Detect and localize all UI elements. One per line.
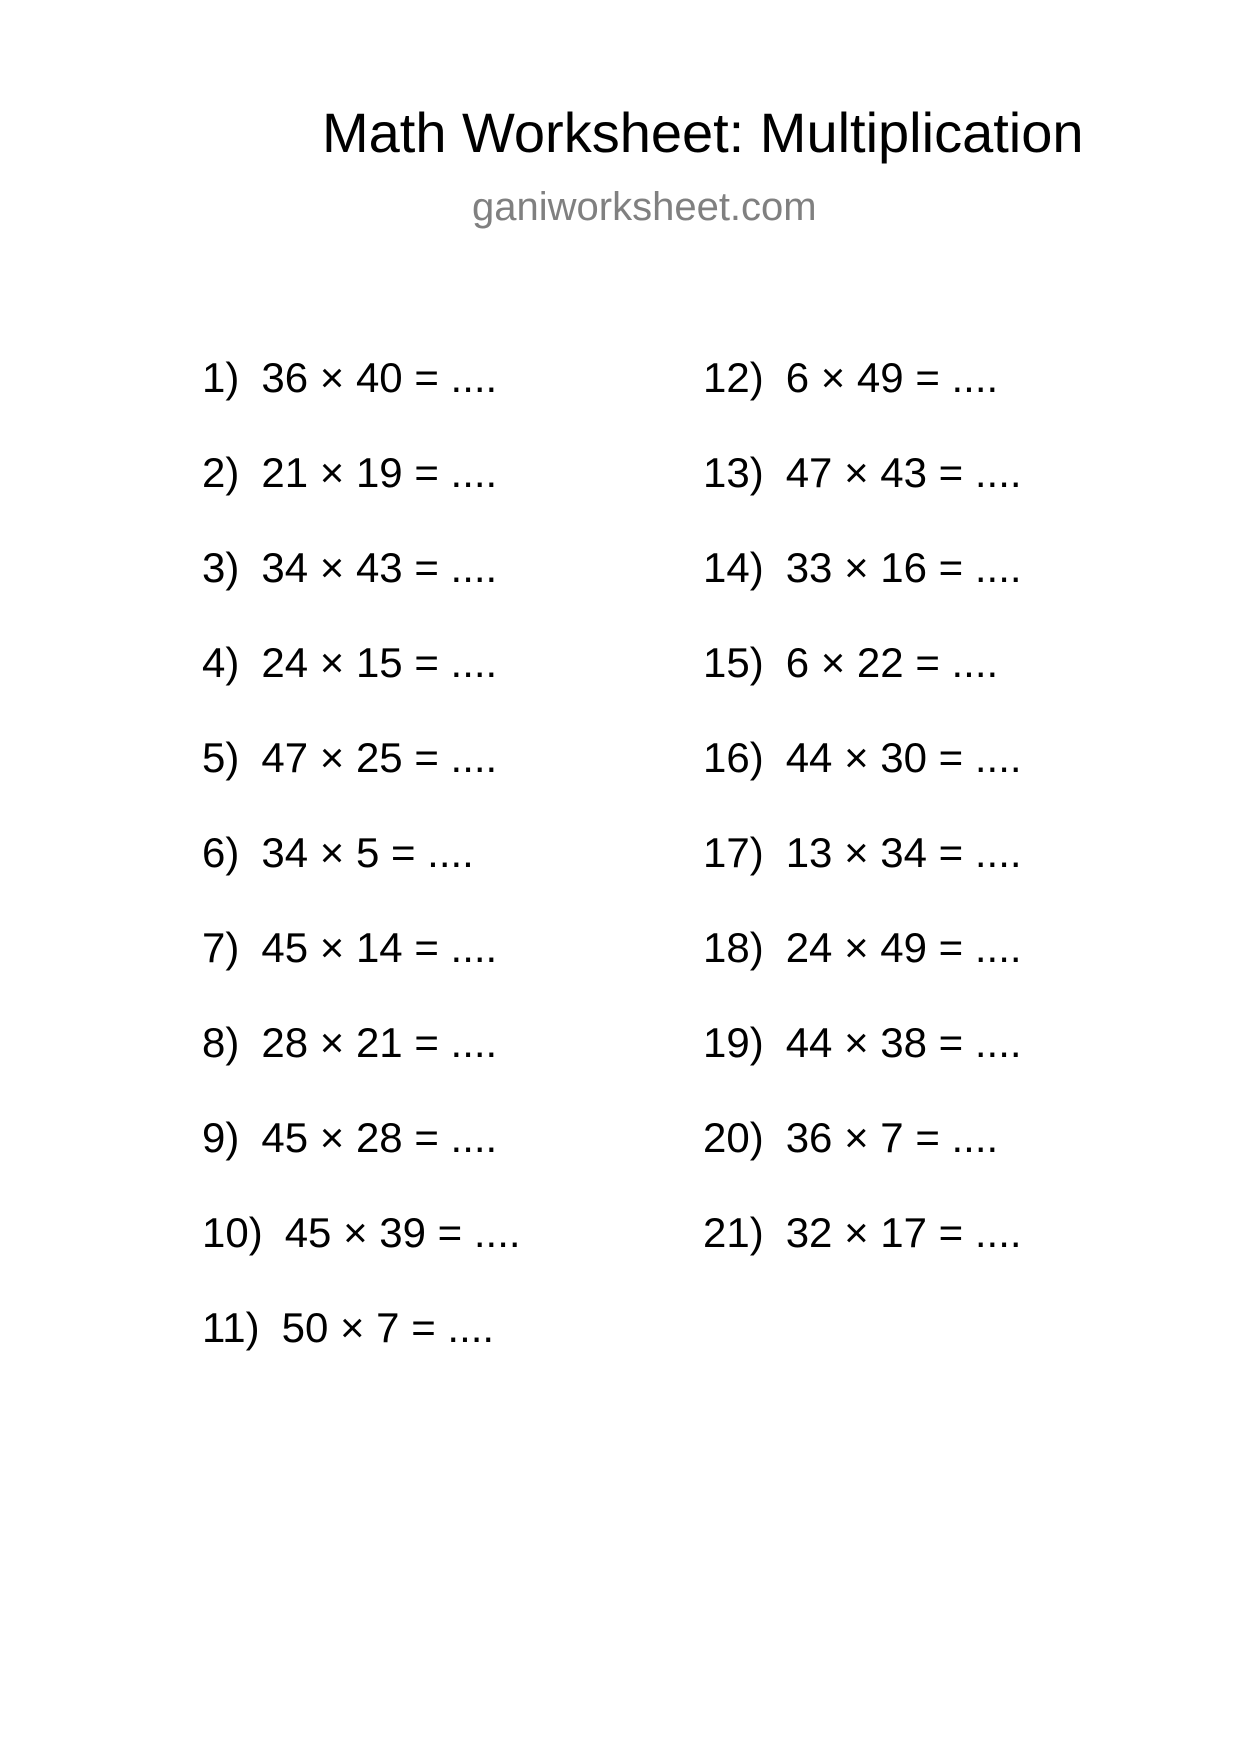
problem-expression: 6 × 22 = .... <box>785 639 999 686</box>
problem-expression: 50 × 7 = .... <box>281 1304 495 1351</box>
problem-item <box>202 544 521 639</box>
problem-number: 10) <box>202 1209 263 1256</box>
problem-number: 6) <box>202 829 240 876</box>
problem-expression: 32 × 17 = .... <box>785 1209 1022 1256</box>
problem-expression: 45 × 39 = .... <box>284 1209 521 1256</box>
problem-item <box>703 1209 1022 1304</box>
problem-expression: 47 × 25 = .... <box>261 734 498 781</box>
problem-item <box>703 544 1022 639</box>
problem-number: 21) <box>703 1209 764 1256</box>
problem-item <box>703 829 1022 924</box>
problem-expression: 36 × 7 = .... <box>785 1114 999 1161</box>
problem-item <box>703 449 1022 544</box>
problem-number: 9) <box>202 1114 240 1161</box>
problem-item <box>202 734 521 829</box>
problem-number: 13) <box>703 449 764 496</box>
problem-number: 14) <box>703 544 764 591</box>
problem-column-right <box>703 354 1022 1304</box>
page-title: Math Worksheet: Multiplication <box>322 101 1084 164</box>
problem-expression: 36 × 40 = .... <box>261 354 498 401</box>
problem-item <box>703 1019 1022 1114</box>
problem-item <box>202 829 521 924</box>
problem-expression: 33 × 16 = .... <box>785 544 1022 591</box>
problem-expression: 24 × 49 = .... <box>785 924 1022 971</box>
problem-item <box>703 354 1022 449</box>
problem-item <box>202 1114 521 1209</box>
problem-expression: 13 × 34 = .... <box>785 829 1022 876</box>
problem-expression: 6 × 49 = .... <box>785 354 999 401</box>
problem-number: 4) <box>202 639 240 686</box>
problem-expression: 28 × 21 = .... <box>261 1019 498 1066</box>
problem-expression: 34 × 43 = .... <box>261 544 498 591</box>
problem-number: 8) <box>202 1019 240 1066</box>
problem-expression: 45 × 14 = .... <box>261 924 498 971</box>
problem-item <box>202 1304 521 1399</box>
source-website: ganiworksheet.com <box>472 185 817 229</box>
problem-number: 17) <box>703 829 764 876</box>
problem-expression: 44 × 30 = .... <box>785 734 1022 781</box>
problem-item <box>202 1019 521 1114</box>
problem-item <box>703 924 1022 1019</box>
problem-column-left <box>202 354 521 1399</box>
problem-expression: 47 × 43 = .... <box>785 449 1022 496</box>
problem-number: 19) <box>703 1019 764 1066</box>
problem-item <box>202 354 521 449</box>
problem-item <box>202 924 521 1019</box>
problem-item <box>703 639 1022 734</box>
problem-number: 15) <box>703 639 764 686</box>
problem-item <box>202 639 521 734</box>
problem-number: 18) <box>703 924 764 971</box>
problem-item <box>202 1209 521 1304</box>
problem-expression: 45 × 28 = .... <box>261 1114 498 1161</box>
problem-number: 7) <box>202 924 240 971</box>
problem-number: 20) <box>703 1114 764 1161</box>
problem-number: 12) <box>703 354 764 401</box>
problem-number: 3) <box>202 544 240 591</box>
problem-expression: 34 × 5 = .... <box>261 829 474 876</box>
problem-expression: 44 × 38 = .... <box>785 1019 1022 1066</box>
problem-expression: 24 × 15 = .... <box>261 639 498 686</box>
problem-number: 5) <box>202 734 240 781</box>
problem-item <box>703 734 1022 829</box>
problem-item <box>703 1114 1022 1209</box>
problem-number: 16) <box>703 734 764 781</box>
problem-expression: 21 × 19 = .... <box>261 449 498 496</box>
problem-number: 2) <box>202 449 240 496</box>
problem-number: 1) <box>202 354 240 401</box>
problem-number: 11) <box>202 1304 260 1351</box>
problem-item <box>202 449 521 544</box>
